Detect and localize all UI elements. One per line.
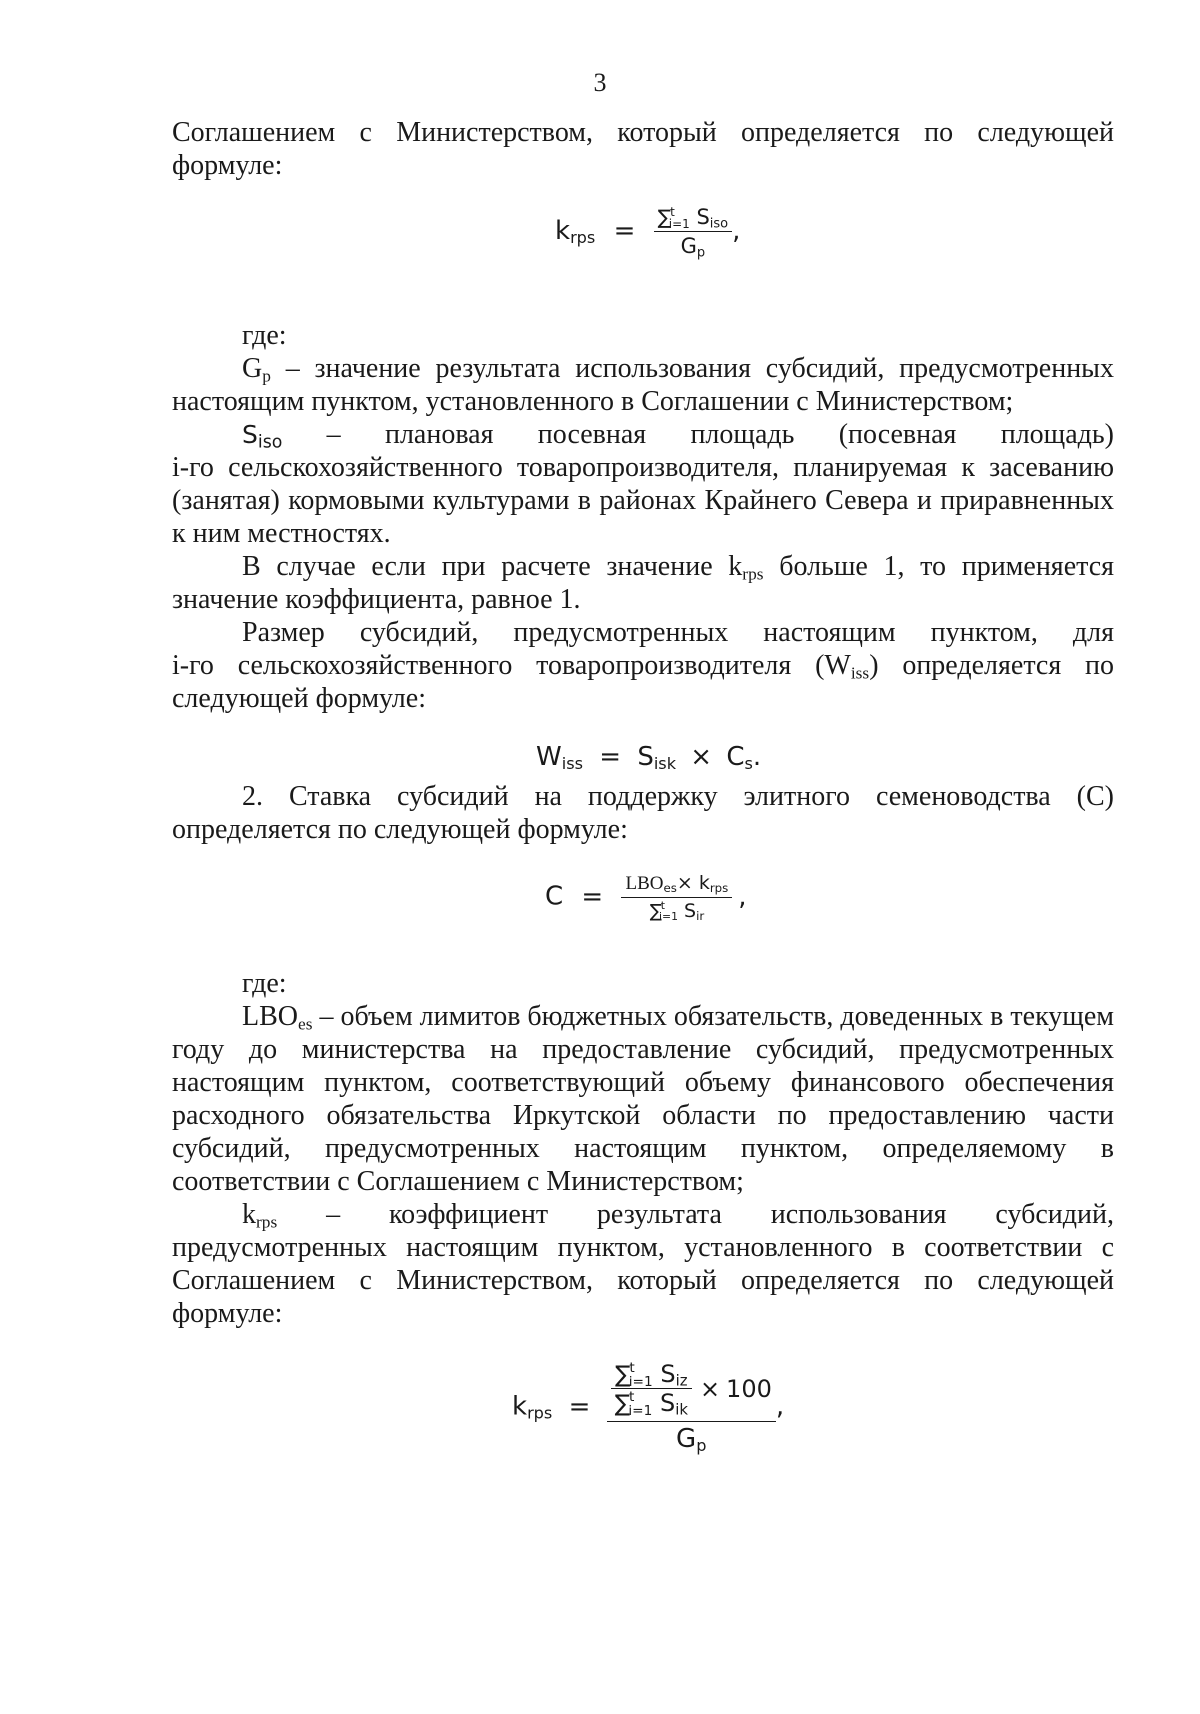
paragraph-intro xyxy=(172,116,1114,182)
text-line: где: xyxy=(242,320,287,351)
paragraph-case: В случае если при расчете значение $k_{rps}$ больше 1, то применяется значение коэффициента, равное 1. xyxy=(172,551,1114,615)
formula-krps-2: $k_{rps}$ = $\frac{\sum^t_{i=1} S_{iz}}{\sum^t_{i=1} S_{ik}}$ × 100 $G_p$ , xyxy=(512,1360,785,1456)
definition-lbo: $LBO_{es}$ – объем лимитов бюджетных обязательств, доведенных в текущем году до министерства на предоставление субсидий, предусмотренных настоящим пунктом, соответствующий объему финансового обеспечения расходного обязательства Иркутской области по предоставлению части субсидий, предусмотренных настоящим пунктом, определяемому в соответствии с Соглашением с Министерством; xyxy=(172,1001,1114,1197)
paragraph-where-2: где: xyxy=(242,968,287,999)
paragraph-size: Размер субсидий, предусмотренных настоящим пунктом, для i-го сельскохозяйственного товаропроизводителя $(W_{iss})$ определяется по следующей формуле: xyxy=(172,617,1114,714)
paragraph-where-1 xyxy=(172,319,1114,352)
definition-siso: $S_{iso}$ – плановая посевная площадь (посевная площадь) i-го сельскохозяйственного товаропроизводителя, планируемая к засеванию (занятая) кормовыми культурами в районах Крайнего Севера и приравненных к ним местностях. xyxy=(172,419,1114,549)
formula-c: C = $\frac{LBO_{es}\times k_{rps}}{\sum^t_{i=1} S_{ir}}$ , xyxy=(545,872,747,924)
formula-wiss: $W_{iss} = S_{isk} \times C_s$. xyxy=(536,742,762,774)
paragraph-rate: 2. Ставка субсидий на поддержку элитного семеноводства (С) определяется по следующей формуле: xyxy=(172,781,1114,845)
fraction: $\frac{\sum^t_{i=1} S_{iz}}{\sum^t_{i=1} S_{ik}}$ × 100 $G_p$ xyxy=(607,1360,776,1454)
formula-krps-1: $k_{rps}$ = $\frac{\sum^t_{i=1} S_{iso}}{G_p}$ , xyxy=(555,204,741,261)
fraction: $\frac{\sum^t_{i=1} S_{iso}}{G_p}$ xyxy=(654,205,733,258)
text-line: формуле: xyxy=(172,150,283,181)
page-number: 3 xyxy=(593,68,607,97)
inner-fraction: $\frac{\sum^t_{i=1} S_{iz}}{\sum^t_{i=1} S_{ik}}$ xyxy=(611,1360,692,1417)
fraction: $\frac{LBO_{es}\times k_{rps}}{\sum^t_{i=1} S_{ir}}$ xyxy=(621,872,732,922)
text-line: Соглашением с Министерством, который определяется по следующей xyxy=(172,117,1114,148)
definition-gp: $G_p$ – значение результата использования субсидий, предусмотренных настоящим пунктом, установленного в Соглашении с Министерством; xyxy=(172,353,1114,417)
definition-krps: $k_{rps}$ – коэффициент результата использования субсидий, предусмотренных настоящим пунктом, установленного в соответствии с Соглашением с Министерством, который определяется по следующей формуле: xyxy=(172,1199,1114,1329)
